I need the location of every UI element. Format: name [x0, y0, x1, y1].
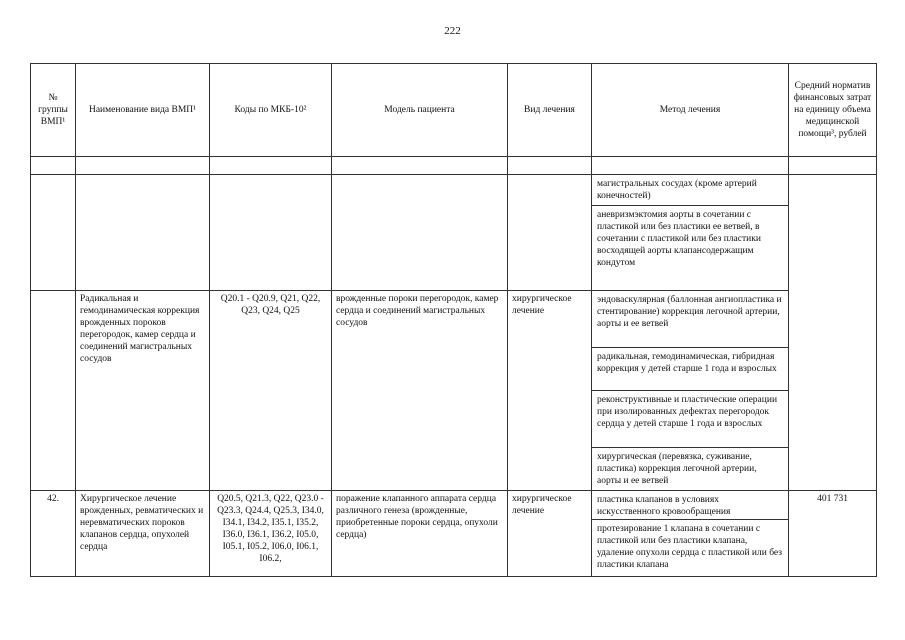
table-row: [31, 291, 877, 491]
cost-value: 401 731: [789, 491, 877, 577]
table-row: [31, 491, 877, 577]
header-group: № группы ВМП¹: [31, 64, 76, 157]
vmp-name: Хирургическое лечение врожденных, ревматических и неревматических пороков клапанов сердца, опухолей сердца: [76, 491, 210, 577]
header-row: [31, 64, 877, 157]
patient-model: врожденные пороки перегородок, камер сердца и соединений магистральных сосудов: [332, 291, 508, 491]
group-number: 42.: [31, 491, 76, 577]
header-codes: Коды по МКБ-10²: [210, 64, 332, 157]
spacer-row: [31, 157, 877, 175]
icd-codes: Q20.1 - Q20.9, Q21, Q22, Q23, Q24, Q25: [210, 291, 332, 491]
patient-model: поражение клапанного аппарата сердца различного генеза (врожденные, приобретенные пороки сердца, опухоли сердца): [332, 491, 508, 577]
page-number: 222: [444, 25, 461, 37]
header-name: Наименование вида ВМП¹: [76, 64, 210, 157]
vmp-name: Радикальная и гемодинамическая коррекция врожденных пороков перегородок, камер сердца и соединений магистральных сосудов: [76, 291, 210, 491]
method-cell: [592, 175, 789, 291]
table-row: [31, 175, 877, 291]
treatment-type: хирургическое лечение: [508, 491, 592, 577]
header-treatment: Вид лечения: [508, 64, 592, 157]
method-item: хирургическая (перевязка, суживание, пластика) коррекция легочной артерии, аорты и ее ветвей: [597, 452, 757, 486]
method-cell: [592, 491, 789, 577]
header-method: Метод лечения: [592, 64, 789, 157]
method-item: эндоваскулярная (баллонная ангиопластика и стентирование) коррекция легочной артерии, аорты и ее ветвей: [592, 291, 788, 348]
treatment-type: хирургическое лечение: [508, 291, 592, 491]
method-item: протезирование 1 клапана в сочетании с пластикой или без пластики клапана, удаление опухоли сердца с пластикой или без пластики клапана: [597, 524, 782, 570]
method-item: пластика клапанов в условиях искусственного кровообращения: [592, 491, 788, 520]
header-cost: Средний норматив финансовых затрат на единицу объема медицинской помощи³, рублей: [789, 64, 877, 157]
header-model: Модель пациента: [332, 64, 508, 157]
method-item: аневризмэктомия аорты в сочетании с пластикой или без пластики ее ветвей, в сочетании с пластикой или без пластики восходящей аорты клапансодержащим кондутом: [597, 210, 761, 268]
method-item: магистральных сосудах (кроме артерий конечностей): [592, 175, 788, 206]
vmp-table: [30, 63, 877, 577]
method-item: радикальная, гемодинамическая, гибридная коррекция у детей старше 1 года и взрослых: [592, 348, 788, 391]
method-cell: [592, 291, 789, 491]
icd-codes: Q20.5, Q21.3, Q22, Q23.0 - Q23.3, Q24.4, Q25.3, I34.0, I34.1, I34.2, I35.1, I35.2, I36.0, I36.1, I36.2, I05.0, I05.1, I05.2, I06.0, I06.1, I06.2,: [210, 491, 332, 577]
method-item: реконструктивные и пластические операции при изолированных дефектах перегородок сердца у детей старше 1 года и взрослых: [592, 391, 788, 448]
